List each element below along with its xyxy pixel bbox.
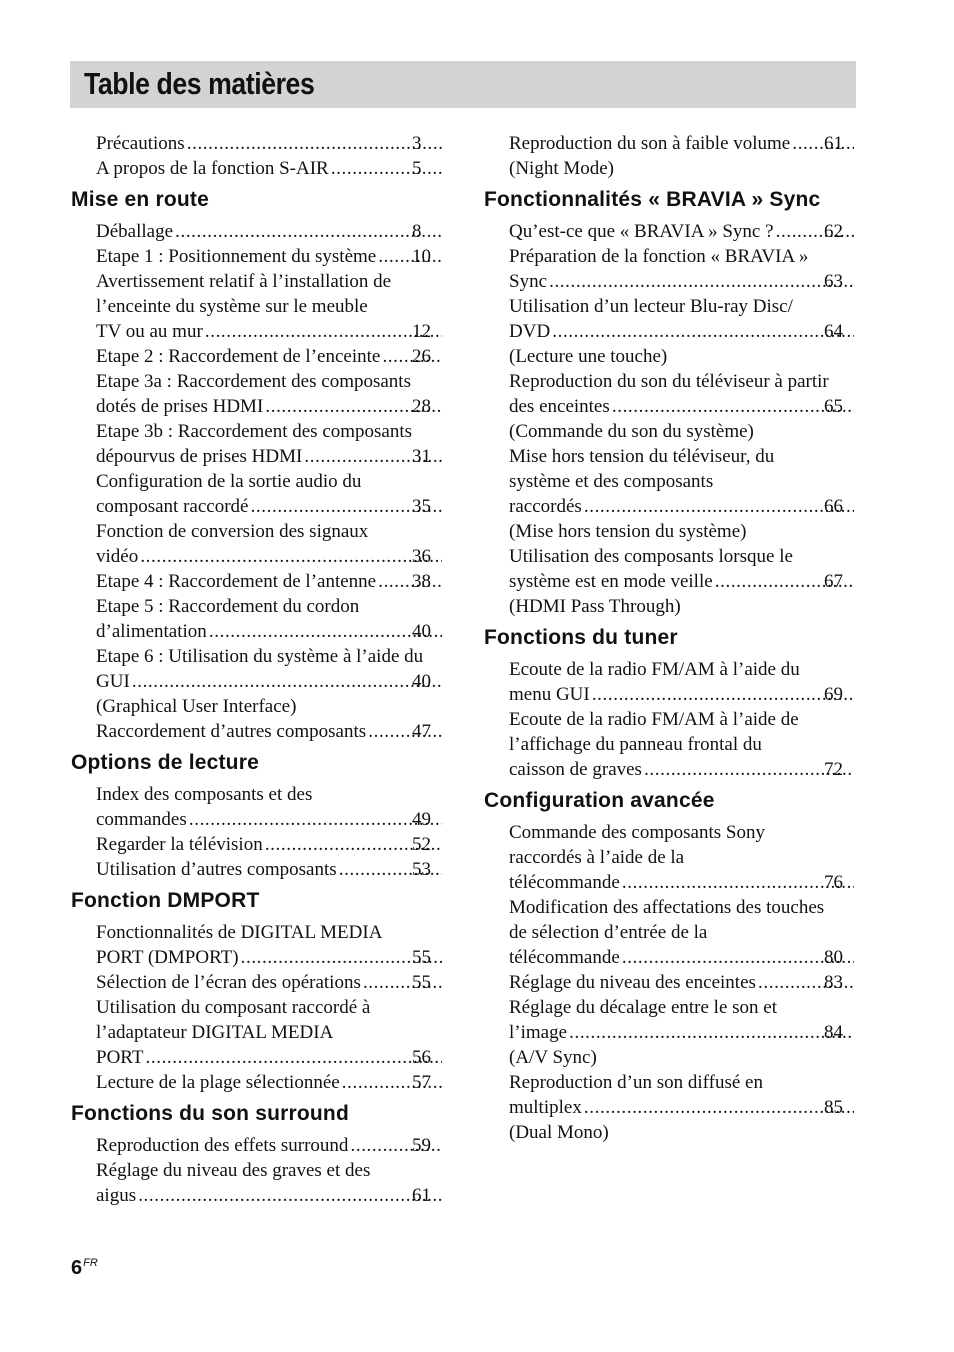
toc-entry-text: A propos de la fonction S-AIR (96, 158, 329, 179)
toc-entry-line: commandes ..... 49 (128, 807, 444, 832)
toc-entry-text: Précautions (96, 133, 185, 154)
toc-entry-text: Index des composants et des (96, 784, 313, 805)
section-heading: Fonction DMPORT (71, 889, 260, 912)
toc-entry-text: l’adaptateur DIGITAL MEDIA (96, 1022, 334, 1043)
dot-leader (584, 494, 854, 519)
toc-entry-line: Etape 1 : Positionnement du système ..... 10 (128, 244, 444, 269)
toc-entry-text: Raccordement d’autres composants (96, 721, 367, 742)
toc-entry-line: A propos de la fonction S-AIR ..... 5 (128, 156, 444, 181)
dot-leader (549, 269, 854, 294)
dot-leader (189, 807, 442, 832)
toc-entry[interactable] (484, 657, 856, 707)
toc-entry-text: commandes (96, 809, 187, 830)
toc-entry[interactable] (484, 544, 856, 619)
dot-leader (138, 1183, 442, 1208)
toc-entry-text: multiplex (509, 1097, 582, 1118)
toc-entry-note: (Dual Mono) (509, 1122, 609, 1143)
toc-entry-line: composant raccordé ..... 35 (128, 494, 444, 519)
toc-entry[interactable] (71, 219, 444, 244)
toc-entry-text: Ecoute de la radio FM/AM à l’aide de (509, 709, 799, 730)
toc-entry[interactable] (71, 419, 444, 469)
dot-leader (584, 1095, 854, 1120)
toc-entry-line: caisson de graves ..... 72 (541, 757, 856, 782)
toc-entry-text: dotés de prises HDMI (96, 396, 264, 417)
toc-entry-text: raccordés à l’aide de la (509, 847, 685, 868)
toc-entry[interactable] (71, 782, 444, 832)
toc-entry-text: GUI (96, 671, 130, 692)
toc-entry[interactable] (71, 131, 444, 156)
toc-entry-line: d’alimentation ..... 40 (128, 619, 444, 644)
toc-entry-text: de sélection d’entrée de la (509, 922, 708, 943)
toc-entry-text: PORT (DMPORT) (96, 947, 239, 968)
toc-entry[interactable] (484, 820, 856, 895)
toc-entry-text: Lecture de la plage sélectionnée (96, 1072, 340, 1093)
toc-entry[interactable] (71, 920, 444, 970)
dot-leader (175, 219, 442, 244)
section-heading: Mise en route (71, 188, 209, 211)
toc-entry-text: TV ou au mur (96, 321, 203, 342)
toc-entry[interactable] (484, 895, 856, 970)
toc-entry-line: Lecture de la plage sélectionnée ..... 57 (128, 1070, 444, 1095)
toc-entry-text: Reproduction du son à faible volume (509, 133, 791, 154)
toc-entry-text: menu GUI (509, 684, 590, 705)
toc-entry-line: Qu’est-ce que « BRAVIA » Sync ? ..... 62 (541, 219, 856, 244)
toc-entry[interactable] (484, 995, 856, 1070)
toc-entry-text: l’affichage du panneau frontal du (509, 734, 762, 755)
dot-leader (612, 394, 854, 419)
toc-entry-text: Commande des composants Sony (509, 822, 765, 843)
dot-leader (569, 1020, 854, 1045)
toc-entry-text: Etape 3a : Raccordement des composants (96, 371, 411, 392)
toc-left-column (71, 131, 444, 1208)
toc-entry[interactable] (71, 970, 444, 995)
page-number: 6 (71, 1257, 83, 1279)
toc-entry-text: Utilisation des composants lorsque le (509, 546, 793, 567)
toc-entry[interactable] (71, 569, 444, 594)
toc-entry-line: Réglage du niveau des enceintes ..... 83 (541, 970, 856, 995)
toc-entry-line: Sync ..... 63 (541, 269, 856, 294)
toc-entry[interactable] (71, 369, 444, 419)
toc-entry-line: Sélection de l’écran des opérations ..... 55 (128, 970, 444, 995)
toc-entry-text: vidéo (96, 546, 139, 567)
toc-entry[interactable] (71, 857, 444, 882)
toc-entry-text: Réglage du niveau des graves et des (96, 1160, 371, 1181)
toc-entry[interactable] (484, 970, 856, 995)
toc-entry-text: PORT (96, 1047, 144, 1068)
language-code: FR (83, 1257, 98, 1269)
toc-entry-text: Modification des affectations des touches (509, 897, 825, 918)
toc-entry-text: Réglage du décalage entre le son et (509, 997, 777, 1018)
toc-entry-line: Précautions ..... 3 (128, 131, 444, 156)
page-footer (71, 1257, 98, 1280)
toc-entry-line: raccordés ..... 66 (541, 494, 856, 519)
toc-right-column (484, 131, 856, 1145)
toc-entry-text: Utilisation d’un lecteur Blu-ray Disc/ (509, 296, 793, 317)
toc-entry-line: PORT (DMPORT) ..... 55 (128, 945, 444, 970)
toc-entry-text: Préparation de la fonction « BRAVIA » (509, 246, 809, 267)
toc-entry[interactable] (71, 644, 444, 719)
toc-entry-line: vidéo ..... 36 (128, 544, 444, 569)
dot-leader (644, 757, 854, 782)
toc-entry[interactable] (71, 594, 444, 644)
toc-entry-line: multiplex ..... 85 (541, 1095, 856, 1120)
dot-leader (552, 319, 854, 344)
toc-entry-text: d’alimentation (96, 621, 207, 642)
toc-entry-note: (A/V Sync) (509, 1047, 597, 1068)
toc-entry-line: GUI ..... 40 (128, 669, 444, 694)
toc-entry-text: DVD (509, 321, 551, 342)
dot-leader (378, 569, 442, 594)
toc-entry-text: Déballage (96, 221, 174, 242)
toc-entry[interactable] (484, 131, 856, 181)
toc-entry-text: Sync (509, 271, 547, 292)
dot-leader (209, 619, 442, 644)
toc-entry[interactable] (71, 1133, 444, 1158)
toc-entry-note: (Graphical User Interface) (96, 696, 297, 717)
toc-entry-text: Fonctionnalités de DIGITAL MEDIA (96, 922, 383, 943)
toc-entry-line: Reproduction des effets surround ..... 59 (128, 1133, 444, 1158)
toc-entry-line: Regarder la télévision ..... 52 (128, 832, 444, 857)
toc-entry-line: Utilisation d’autres composants ..... 53 (128, 857, 444, 882)
toc-entry-line: PORT ..... 56 (128, 1045, 444, 1070)
dot-leader (622, 945, 854, 970)
page-title: Table des matières (84, 66, 315, 101)
toc-entry[interactable] (484, 707, 856, 782)
toc-entry-text: Etape 2 : Raccordement de l’enceinte (96, 346, 381, 367)
toc-entry[interactable] (484, 1070, 856, 1145)
toc-entry-text: composant raccordé (96, 496, 249, 517)
toc-entry-line: DVD ..... 64 (541, 319, 856, 344)
title-bar (70, 61, 856, 108)
toc-entry-line: télécommande ..... 80 (541, 945, 856, 970)
toc-entry-text: Regarder la télévision (96, 834, 263, 855)
toc-entry-text: Etape 5 : Raccordement du cordon (96, 596, 360, 617)
toc-entry-text: Etape 3b : Raccordement des composants (96, 421, 413, 442)
toc-entry-line: aigus ..... 61 (128, 1183, 444, 1208)
toc-entry-line: Reproduction du son à faible volume ..... 61 (541, 131, 856, 156)
toc-entry-text: Réglage du niveau des enceintes (509, 972, 756, 993)
section-heading: Options de lecture (71, 751, 259, 774)
dot-leader (187, 131, 442, 156)
toc-entry-line: système est en mode veille ..... 67 (541, 569, 856, 594)
toc-entry-text: Etape 1 : Positionnement du système (96, 246, 377, 267)
section-heading: Fonctions du tuner (484, 626, 678, 649)
toc-entry-line: télécommande ..... 76 (541, 870, 856, 895)
toc-entry-text: télécommande (509, 872, 620, 893)
toc-entry-text: Reproduction d’un son diffusé en (509, 1072, 763, 1093)
toc-entry-line: Etape 4 : Raccordement de l’antenne ..... 38 (128, 569, 444, 594)
toc-entry[interactable] (71, 269, 444, 344)
toc-entry[interactable] (71, 244, 444, 269)
toc-entry-note: (Mise hors tension du système) (509, 521, 747, 542)
toc-entry-text: l’image (509, 1022, 568, 1043)
toc-entry-text: système est en mode veille (509, 571, 713, 592)
toc-entry-text: télécommande (509, 947, 620, 968)
toc-entry-text: aigus (96, 1185, 137, 1206)
dot-leader (205, 319, 442, 344)
toc-entry[interactable] (71, 519, 444, 569)
toc-entry-text: Utilisation d’autres composants (96, 859, 337, 880)
toc-entry-line: Etape 2 : Raccordement de l’enceinte ..... 26 (128, 344, 444, 369)
toc-entry-line: TV ou au mur ..... 12 (128, 319, 444, 344)
toc-entry-line: Raccordement d’autres composants ..... 47 (128, 719, 444, 744)
toc-entry-text: Ecoute de la radio FM/AM à l’aide du (509, 659, 800, 680)
toc-entry[interactable] (484, 244, 856, 294)
toc-entry-text: Reproduction des effets surround (96, 1135, 349, 1156)
toc-entry[interactable] (484, 294, 856, 369)
toc-entry[interactable] (484, 219, 856, 244)
toc-entry-line: l’image ..... 84 (541, 1020, 856, 1045)
toc-entry-text: système et des composants (509, 471, 714, 492)
section-heading: Configuration avancée (484, 789, 715, 812)
toc-entry-line: Déballage ..... 8 (128, 219, 444, 244)
toc-entry-text: Utilisation du composant raccordé à (96, 997, 371, 1018)
toc-entry[interactable] (484, 444, 856, 544)
toc-entry[interactable] (71, 469, 444, 519)
toc-entry-line: dépourvus de prises HDMI ..... 31 (128, 444, 444, 469)
toc-entry-text: raccordés (509, 496, 582, 517)
dot-leader (378, 244, 442, 269)
toc-entry-text: Configuration de la sortie audio du (96, 471, 362, 492)
toc-entry-text: Mise hors tension du téléviseur, du (509, 446, 775, 467)
dot-leader (592, 682, 854, 707)
toc-entry[interactable] (71, 156, 444, 181)
toc-entry[interactable] (484, 369, 856, 444)
toc-entry-line: dotés de prises HDMI ..... 28 (128, 394, 444, 419)
toc-entry-line: des enceintes ..... 65 (541, 394, 856, 419)
toc-entry[interactable] (71, 719, 444, 744)
toc-entry-text: Reproduction du son du téléviseur à partir (509, 371, 829, 392)
toc-entry-text: l’enceinte du système sur le meuble (96, 296, 368, 317)
dot-leader (140, 544, 442, 569)
toc-entry-text: des enceintes (509, 396, 610, 417)
dot-leader (331, 156, 442, 181)
toc-entry-line: menu GUI ..... 69 (541, 682, 856, 707)
section-heading: Fonctions du son surround (71, 1102, 349, 1125)
toc-entry-text: Fonction de conversion des signaux (96, 521, 369, 542)
toc-entry-text: Avertissement relatif à l’installation de (96, 271, 392, 292)
toc-entry[interactable] (71, 995, 444, 1070)
toc-entry[interactable] (71, 1158, 444, 1208)
toc-entry-text: Sélection de l’écran des opérations (96, 972, 361, 993)
toc-entry[interactable] (71, 832, 444, 857)
toc-entry[interactable] (71, 344, 444, 369)
dot-leader (622, 870, 854, 895)
dot-leader (145, 1045, 442, 1070)
toc-entry-text: Etape 4 : Raccordement de l’antenne (96, 571, 377, 592)
toc-entry-note: (Night Mode) (509, 158, 615, 179)
dot-leader (132, 669, 442, 694)
toc-entry[interactable] (71, 1070, 444, 1095)
section-heading: Fonctionnalités « BRAVIA » Sync (484, 188, 821, 211)
toc-entry-text: caisson de graves (509, 759, 642, 780)
toc-entry-text: Etape 6 : Utilisation du système à l’aide du (96, 646, 424, 667)
toc-entry-text: Qu’est-ce que « BRAVIA » Sync ? (509, 221, 774, 242)
toc-entry-note: (HDMI Pass Through) (509, 596, 681, 617)
toc-entry-note: (Lecture une touche) (509, 346, 668, 367)
toc-entry-note: (Commande du son du système) (509, 421, 754, 442)
toc-entry-text: dépourvus de prises HDMI (96, 446, 303, 467)
